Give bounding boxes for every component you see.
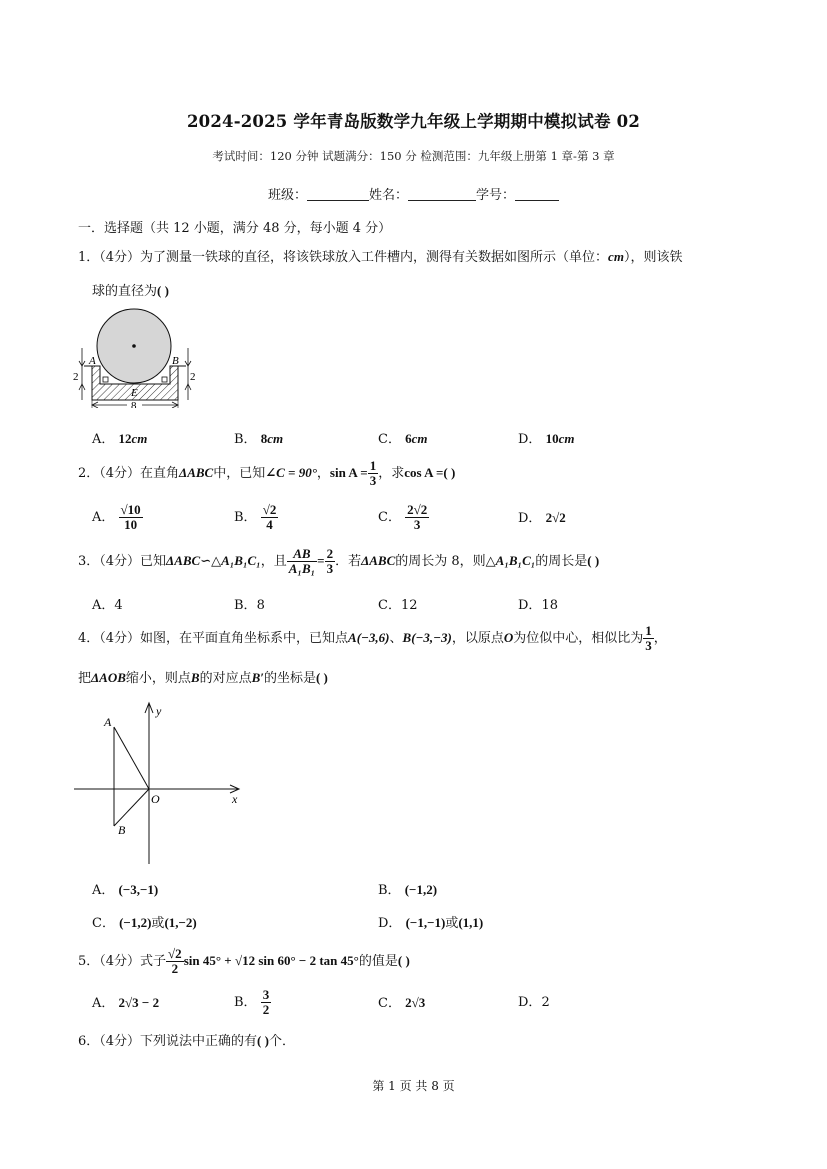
exam-meta: 考试时间：120 分钟 试题满分：150 分 检测范围：九年级上册第 1 章-第 3 章 [212, 149, 615, 163]
left-height: 2 [73, 371, 79, 383]
q2-option-b[interactable]: B． $\frac{√2}{4}$ [234, 502, 277, 532]
axis-y-label: y [156, 704, 162, 718]
id-label: 学号： [476, 188, 516, 203]
q4-option-c[interactable]: C． (−1,2)或(1,−2) [92, 915, 197, 931]
q3-option-d[interactable]: D．18 [518, 598, 558, 613]
q3-option-b[interactable]: B．8 [234, 598, 265, 613]
id-blank[interactable] [515, 186, 559, 201]
q1-figure [72, 304, 196, 408]
q1-line1: 1．（4分）为了测量一铁球的直径，将该铁球放入工件槽内，测得有关数据如图所示（单位：cm），则该铁 [78, 249, 683, 265]
label-e: E [131, 387, 138, 399]
q3-stem: 3．（4分）已知ΔABC∽△A₁B₁C₁，且 $\frac{AB}{\text{A₁B₁}}$ = $\frac{2}{3}$ ．若ΔABC的周长为 8，则△A₁B₁C₁的周长是( ) [78, 546, 600, 576]
q1-option-c[interactable]: C． 6cm [378, 431, 428, 447]
class-blank[interactable] [307, 186, 369, 201]
point-a: A [104, 715, 112, 729]
ball-center [132, 344, 136, 348]
q1-line2: 球的直径为( ) [92, 283, 169, 299]
q2-option-d[interactable]: D． 2√2 [518, 510, 566, 526]
q5-option-c[interactable]: C． 2√3 [378, 995, 426, 1011]
q2-option-c[interactable]: C． $\frac{2√2}{3}$ [378, 502, 428, 532]
name-label: 姓名： [368, 188, 408, 203]
axis-x-label: x [232, 792, 238, 806]
q4-option-b[interactable]: B． (−1,2) [378, 882, 438, 898]
q2-stem: 2．（4分）在直角ΔABC中，已知∠C = 90°，sin A = $\frac{1}{3}$ ，求cos A =( ) [78, 458, 456, 488]
label-b: B [172, 355, 179, 367]
q4-option-d[interactable]: D． (−1,−1)或(1,1) [378, 915, 484, 931]
q2-option-a[interactable]: A． $\frac{√10}{10}$ [92, 502, 141, 532]
width-label: 8 [131, 400, 137, 408]
q5-option-a[interactable]: A． 2√3 − 2 [92, 995, 160, 1011]
q1-option-d[interactable]: D． 10cm [518, 431, 575, 447]
q5-option-b[interactable]: B． $\frac{3}{2}$ [234, 987, 270, 1017]
name-blank[interactable] [408, 186, 476, 201]
right-height: 2 [190, 371, 196, 383]
q3-option-c[interactable]: C．12 [378, 598, 418, 613]
q1-option-a[interactable]: A． 12cm [92, 431, 148, 447]
q5-stem: 5．（4分）式子 $\frac{√2}{2}$ sin 45° + √12 sin 60° − 2 tan 45°的值是( ) [78, 946, 410, 976]
q2-sin-frac: $\frac{1}{3}$ [369, 458, 377, 488]
q1-option-b[interactable]: B． 8cm [234, 431, 284, 447]
q4-line2: 把ΔAOB缩小，则点B的对应点B′的坐标是( ) [78, 670, 328, 686]
class-label: 班级： [267, 188, 307, 203]
page-footer: 第 1 页 共 8 页 [372, 1079, 455, 1093]
q4-line1: 4．（4分）如图，在平面直角坐标系中，已知点A(−3,6)、B(−3,−3)，以原点O为位似中心，相似比为 $\frac{1}{3}$ ， [78, 623, 667, 653]
point-b: B [118, 823, 126, 837]
page-title: 2024-2025 学年青岛版数学九年级上学期期中模拟试卷 02 [186, 112, 641, 131]
section-heading: 一．选择题（共 12 小题，满分 48 分，每小题 4 分） [78, 221, 392, 236]
q5-option-d[interactable]: D．2 [518, 995, 550, 1010]
origin-o: O [151, 792, 160, 806]
q4-figure [72, 700, 252, 868]
student-fields [0, 184, 827, 203]
label-a: A [89, 355, 96, 367]
q4-option-a[interactable]: A． (−3,−1) [92, 882, 159, 898]
q3-option-a[interactable]: A．4 [92, 598, 123, 613]
q6-stem: 6．（4分）下列说法中正确的有( )个． [78, 1033, 295, 1049]
